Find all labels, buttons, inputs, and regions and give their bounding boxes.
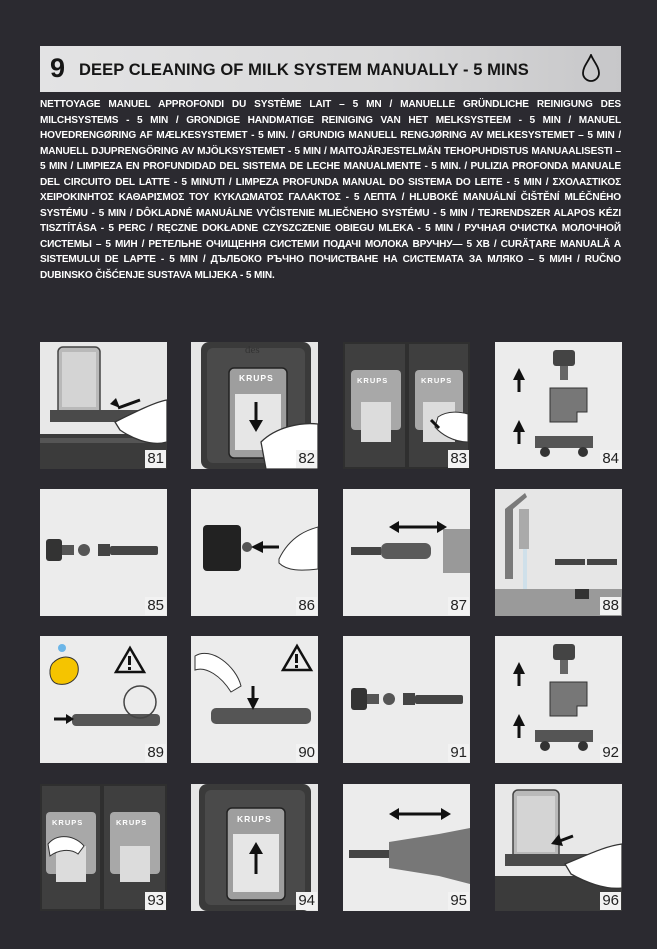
panel-number: 89 xyxy=(147,744,164,761)
panel-85 xyxy=(40,489,167,616)
panel-90 xyxy=(191,636,318,763)
panel-96 xyxy=(495,784,622,911)
panel-91 xyxy=(343,636,470,763)
annotation-text: des xyxy=(245,344,260,356)
brand-logo: KRUPS xyxy=(421,376,453,385)
brand-logo: KRUPS xyxy=(239,373,274,383)
multilingual-subtitle: NETTOYAGE MANUEL APPROFONDI DU SYSTÈME LAIT – 5 MN / MANUELLE GRÜNDLICHE REINIGUNG DES MILCHSYSTEMS - 5 MIN / GRONDIGE HANDMATIGE REINIGING VAN HET MELKSYSTEEM - 5 MIN / MANUEL HOVEDRENGØRING AF MÆLKESYSTEMET - 5 MIN. / GRUNDIG MANUELL RENGJØRING AV MELKESYSTEMET – 5 MIN / MANUELL DJUPRENGÖRING AV MJÖLKSYSTEMET - 5 MIN / MAITOJÄRJESTELMÄN TEHOPUHDISTUS MANUAALISESTI – 5 MIN / LIMPIEZA EN PROFUNDIDAD DEL SISTEMA DE LECHE MANUALMENTE - 5 MIN. / PULIZIA PROFONDA MANUALE DEL CIRCUITO DEL LATTE - 5 MINUTI / LIMPEZA PROFUNDA MANUAL DO SISTEMA DO LEITE - 5 MIN / ΣΧΟΛΑΣΤΙΚΟΣ ΧΕΙΡΟΚΙΝΗΤΟΣ ΚΑΘΑΡΙΣΜΟΣ ΤΟΥ ΚΥΚΛΩΜΑΤΟΣ ΓΑΛΑΚΤΟΣ - 5 ΛΕΠΤΑ / HLUBOKÉ MANUÁLNÍ ČIŠTĚNÍ MLÉČNÉHO SYSTÉMU - 5 MIN / DÔKLADNÉ MANUÁLNE VYČISTENIE MLIEČNEHO SYSTÉMU - 5 MIN / TEJRENDSZER ALAPOS KÉZI TISZTÍTÁSA - 5 PERC / RĘCZNE DOKŁADNE CZYSZCZENIE OBIEGU MLEKA - 5 MIN / РУЧНАЯ ОЧИСТКА МОЛОЧНОЙ СИСТЕМЫ – 5 МИН / РЕТЕЛЬНЕ ОЧИЩЕННЯ СИСТЕМИ ПОДАЧІ МОЛОКА ВРУЧНУ— 5 ХВ / CURĂȚARE MANUALĂ A SISTEMULUI DE LAPTE - 5 MIN / ДЪЛБОКО РЪЧНО ПОЧИСТВАНЕ НА СИСТЕМАТА ЗА МЛЯКО – 5 МИН / RUČNO DUBINSKO ČIŠĆENJE SUSTAVA MLIJEKA - 5 MIN. xyxy=(40,99,621,281)
panel-number: 88 xyxy=(602,597,619,614)
panel-number: 95 xyxy=(450,892,467,909)
panel-84 xyxy=(495,342,622,469)
panel-number: 93 xyxy=(147,892,164,909)
step-number: 9 xyxy=(50,53,66,83)
panel-number: 85 xyxy=(147,597,164,614)
panel-number: 83 xyxy=(450,450,467,467)
panel-number: 82 xyxy=(298,450,315,467)
panel-94 xyxy=(191,784,318,911)
panel-number: 86 xyxy=(298,597,315,614)
panel-88 xyxy=(495,489,622,616)
panel-number: 90 xyxy=(298,744,315,761)
panel-number: 91 xyxy=(450,744,467,761)
panel-number: 96 xyxy=(602,892,619,909)
panel-93 xyxy=(40,784,167,911)
panel-number: 94 xyxy=(298,892,315,909)
panel-87 xyxy=(343,489,470,616)
panel-89 xyxy=(40,636,167,763)
step-title: DEEP CLEANING OF MILK SYSTEM MANUALLY - 5 MINS xyxy=(79,61,529,79)
brand-logo: KRUPS xyxy=(237,814,272,824)
panel-number: 81 xyxy=(147,450,164,467)
panel-82 xyxy=(191,342,318,469)
panel-83 xyxy=(343,342,470,469)
panel-number: 87 xyxy=(450,597,467,614)
brand-logo: KRUPS xyxy=(357,376,389,385)
panel-95 xyxy=(343,784,470,911)
brand-logo: KRUPS xyxy=(52,818,84,827)
panel-number: 92 xyxy=(602,744,619,761)
panel-number: 84 xyxy=(602,450,619,467)
panel-92 xyxy=(495,636,622,763)
panel-86 xyxy=(191,489,318,616)
panel-81 xyxy=(40,342,167,469)
brand-logo: KRUPS xyxy=(116,818,148,827)
